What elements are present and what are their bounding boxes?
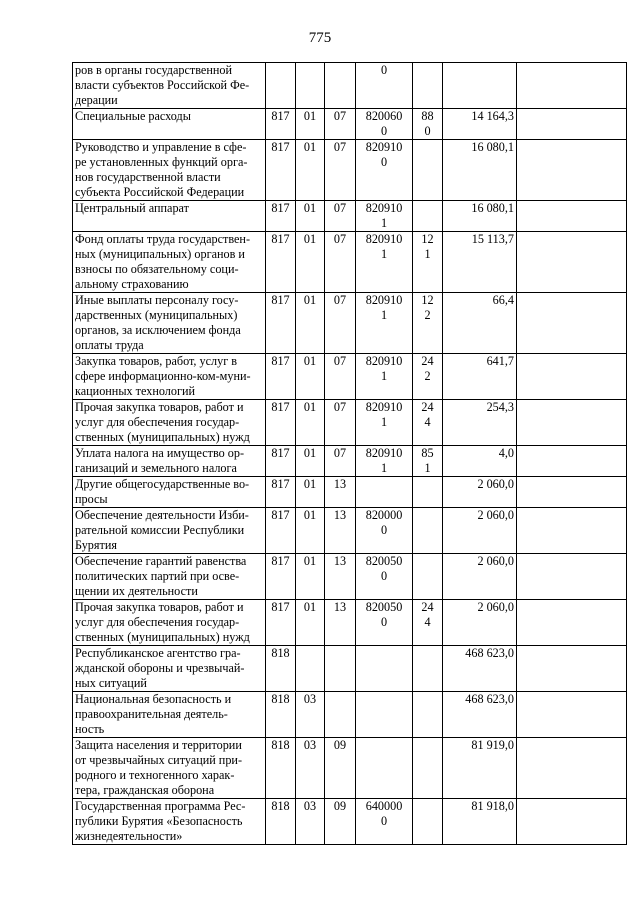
cell-target-item: 640000 0: [356, 799, 413, 845]
cell-extra: [517, 140, 627, 201]
cell-name: Национальная безопасность и правоохранительная деятель- ность: [73, 692, 266, 738]
cell-extra: [517, 63, 627, 109]
table-row: [73, 400, 627, 446]
cell-grbs: 817: [266, 232, 296, 293]
budget-table: [72, 62, 627, 845]
table-row: [73, 738, 627, 799]
cell-subsection: 07: [325, 400, 356, 446]
table-row: [73, 692, 627, 738]
cell-amount: 468 623,0: [443, 646, 517, 692]
table-row: [73, 646, 627, 692]
cell-section: 01: [296, 109, 325, 140]
cell-amount: 81 918,0: [443, 799, 517, 845]
cell-name: Прочая закупка товаров, работ и услуг для обеспечения государ- ственных (муниципальных) нужд: [73, 400, 266, 446]
cell-name: Другие общегосударственные во- просы: [73, 477, 266, 508]
cell-target-item: 820910 1: [356, 354, 413, 400]
cell-extra: [517, 508, 627, 554]
cell-section: 01: [296, 600, 325, 646]
cell-target-item: 820910 1: [356, 293, 413, 354]
cell-section: 01: [296, 140, 325, 201]
cell-subsection: [325, 646, 356, 692]
cell-subsection: 07: [325, 354, 356, 400]
cell-target-item: [356, 477, 413, 508]
cell-subsection: 07: [325, 201, 356, 232]
cell-section: 03: [296, 692, 325, 738]
cell-amount: 16 080,1: [443, 201, 517, 232]
cell-amount: 14 164,3: [443, 109, 517, 140]
cell-target-item: [356, 692, 413, 738]
cell-amount: 2 060,0: [443, 477, 517, 508]
cell-extra: [517, 293, 627, 354]
cell-expense-type: [413, 799, 443, 845]
cell-name: Республиканское агентство гра- жданской обороны и чрезвычай- ных ситуаций: [73, 646, 266, 692]
table-row: [73, 799, 627, 845]
cell-subsection: 09: [325, 738, 356, 799]
cell-target-item: [356, 738, 413, 799]
cell-name: Специальные расходы: [73, 109, 266, 140]
cell-section: 01: [296, 400, 325, 446]
cell-grbs: [266, 63, 296, 109]
cell-target-item: 820050 0: [356, 600, 413, 646]
cell-subsection: 07: [325, 293, 356, 354]
table-row: [73, 508, 627, 554]
cell-amount: 254,3: [443, 400, 517, 446]
cell-amount: 4,0: [443, 446, 517, 477]
cell-grbs: 817: [266, 109, 296, 140]
table-row: [73, 477, 627, 508]
cell-grbs: 818: [266, 692, 296, 738]
cell-grbs: 817: [266, 446, 296, 477]
cell-name: Защита населения и территории от чрезвычайных ситуаций при- родного и техногенного харак- тера, гражданская оборона: [73, 738, 266, 799]
table-row: [73, 293, 627, 354]
cell-amount: [443, 63, 517, 109]
cell-name: Центральный аппарат: [73, 201, 266, 232]
table-row: [73, 140, 627, 201]
cell-amount: 2 060,0: [443, 554, 517, 600]
cell-name: Руководство и управление в сфе- ре установленных функций орга- нов государственной власти субъекта Российской Федерации: [73, 140, 266, 201]
cell-amount: 81 919,0: [443, 738, 517, 799]
cell-expense-type: [413, 508, 443, 554]
table-row: [73, 232, 627, 293]
cell-grbs: 817: [266, 554, 296, 600]
cell-subsection: 13: [325, 477, 356, 508]
cell-extra: [517, 600, 627, 646]
cell-amount: 15 113,7: [443, 232, 517, 293]
cell-name: Уплата налога на имущество ор- ганизаций и земельного налога: [73, 446, 266, 477]
cell-target-item: 820060 0: [356, 109, 413, 140]
cell-expense-type: [413, 646, 443, 692]
cell-amount: 66,4: [443, 293, 517, 354]
cell-target-item: 820910 1: [356, 400, 413, 446]
cell-name: ров в органы государственной власти субъектов Российской Фе- дерации: [73, 63, 266, 109]
cell-expense-type: 12 2: [413, 293, 443, 354]
cell-extra: [517, 109, 627, 140]
cell-extra: [517, 477, 627, 508]
cell-name: Иные выплаты персоналу госу- дарственных (муниципальных) органов, за исключением фонда оплаты труда: [73, 293, 266, 354]
cell-subsection: 07: [325, 446, 356, 477]
cell-name: Обеспечение гарантий равенства политических партий при осве- щении их деятельности: [73, 554, 266, 600]
cell-expense-type: 24 4: [413, 400, 443, 446]
cell-section: 01: [296, 293, 325, 354]
cell-target-item: 820000 0: [356, 508, 413, 554]
cell-grbs: 817: [266, 400, 296, 446]
cell-expense-type: [413, 201, 443, 232]
cell-extra: [517, 799, 627, 845]
cell-target-item: 820910 1: [356, 232, 413, 293]
cell-amount: 2 060,0: [443, 600, 517, 646]
cell-target-item: 820910 0: [356, 140, 413, 201]
cell-subsection: 07: [325, 140, 356, 201]
cell-name: Государственная программа Рес- публики Бурятия «Безопасность жизнедеятельности»: [73, 799, 266, 845]
cell-subsection: 07: [325, 232, 356, 293]
cell-grbs: 817: [266, 600, 296, 646]
cell-section: 01: [296, 232, 325, 293]
cell-expense-type: 88 0: [413, 109, 443, 140]
cell-section: 01: [296, 201, 325, 232]
cell-expense-type: 24 4: [413, 600, 443, 646]
table-row: [73, 109, 627, 140]
cell-extra: [517, 400, 627, 446]
cell-subsection: 13: [325, 600, 356, 646]
cell-target-item: [356, 646, 413, 692]
cell-extra: [517, 446, 627, 477]
cell-extra: [517, 232, 627, 293]
table-row: [73, 600, 627, 646]
cell-extra: [517, 554, 627, 600]
cell-extra: [517, 692, 627, 738]
cell-amount: 641,7: [443, 354, 517, 400]
cell-target-item: 820910 1: [356, 446, 413, 477]
cell-extra: [517, 354, 627, 400]
cell-subsection: 13: [325, 554, 356, 600]
cell-grbs: 818: [266, 799, 296, 845]
cell-target-item: 820910 1: [356, 201, 413, 232]
cell-section: [296, 63, 325, 109]
cell-amount: 2 060,0: [443, 508, 517, 554]
cell-expense-type: [413, 692, 443, 738]
cell-grbs: 818: [266, 738, 296, 799]
cell-target-item: 0: [356, 63, 413, 109]
cell-expense-type: [413, 140, 443, 201]
cell-name: Фонд оплаты труда государствен- ных (муниципальных) органов и взносы по обязательному соци- альному страхованию: [73, 232, 266, 293]
cell-expense-type: 24 2: [413, 354, 443, 400]
cell-name: Закупка товаров, работ, услуг в сфере информационно-ком-муни- кационных технологий: [73, 354, 266, 400]
cell-subsection: 13: [325, 508, 356, 554]
cell-grbs: 817: [266, 508, 296, 554]
table-row: [73, 446, 627, 477]
cell-section: 01: [296, 354, 325, 400]
cell-subsection: [325, 63, 356, 109]
cell-section: [296, 646, 325, 692]
cell-section: 03: [296, 799, 325, 845]
cell-section: 01: [296, 508, 325, 554]
cell-extra: [517, 646, 627, 692]
cell-subsection: 09: [325, 799, 356, 845]
cell-grbs: 817: [266, 477, 296, 508]
cell-amount: 16 080,1: [443, 140, 517, 201]
cell-amount: 468 623,0: [443, 692, 517, 738]
cell-subsection: [325, 692, 356, 738]
table-row: [73, 354, 627, 400]
cell-extra: [517, 738, 627, 799]
cell-grbs: 818: [266, 646, 296, 692]
table-row: [73, 554, 627, 600]
cell-grbs: 817: [266, 201, 296, 232]
budget-table-body: [73, 63, 627, 845]
cell-name: Прочая закупка товаров, работ и услуг для обеспечения государ- ственных (муниципальных) нужд: [73, 600, 266, 646]
cell-expense-type: 12 1: [413, 232, 443, 293]
cell-expense-type: 85 1: [413, 446, 443, 477]
cell-grbs: 817: [266, 293, 296, 354]
cell-section: 01: [296, 477, 325, 508]
page-number: 775: [308, 30, 332, 46]
table-row: [73, 63, 627, 109]
cell-subsection: 07: [325, 109, 356, 140]
cell-section: 01: [296, 554, 325, 600]
cell-section: 03: [296, 738, 325, 799]
cell-expense-type: [413, 63, 443, 109]
cell-target-item: 820050 0: [356, 554, 413, 600]
cell-grbs: 817: [266, 354, 296, 400]
cell-section: 01: [296, 446, 325, 477]
cell-extra: [517, 201, 627, 232]
cell-expense-type: [413, 738, 443, 799]
cell-expense-type: [413, 477, 443, 508]
cell-name: Обеспечение деятельности Изби- рательной комиссии Республики Бурятия: [73, 508, 266, 554]
cell-expense-type: [413, 554, 443, 600]
table-row: [73, 201, 627, 232]
cell-grbs: 817: [266, 140, 296, 201]
